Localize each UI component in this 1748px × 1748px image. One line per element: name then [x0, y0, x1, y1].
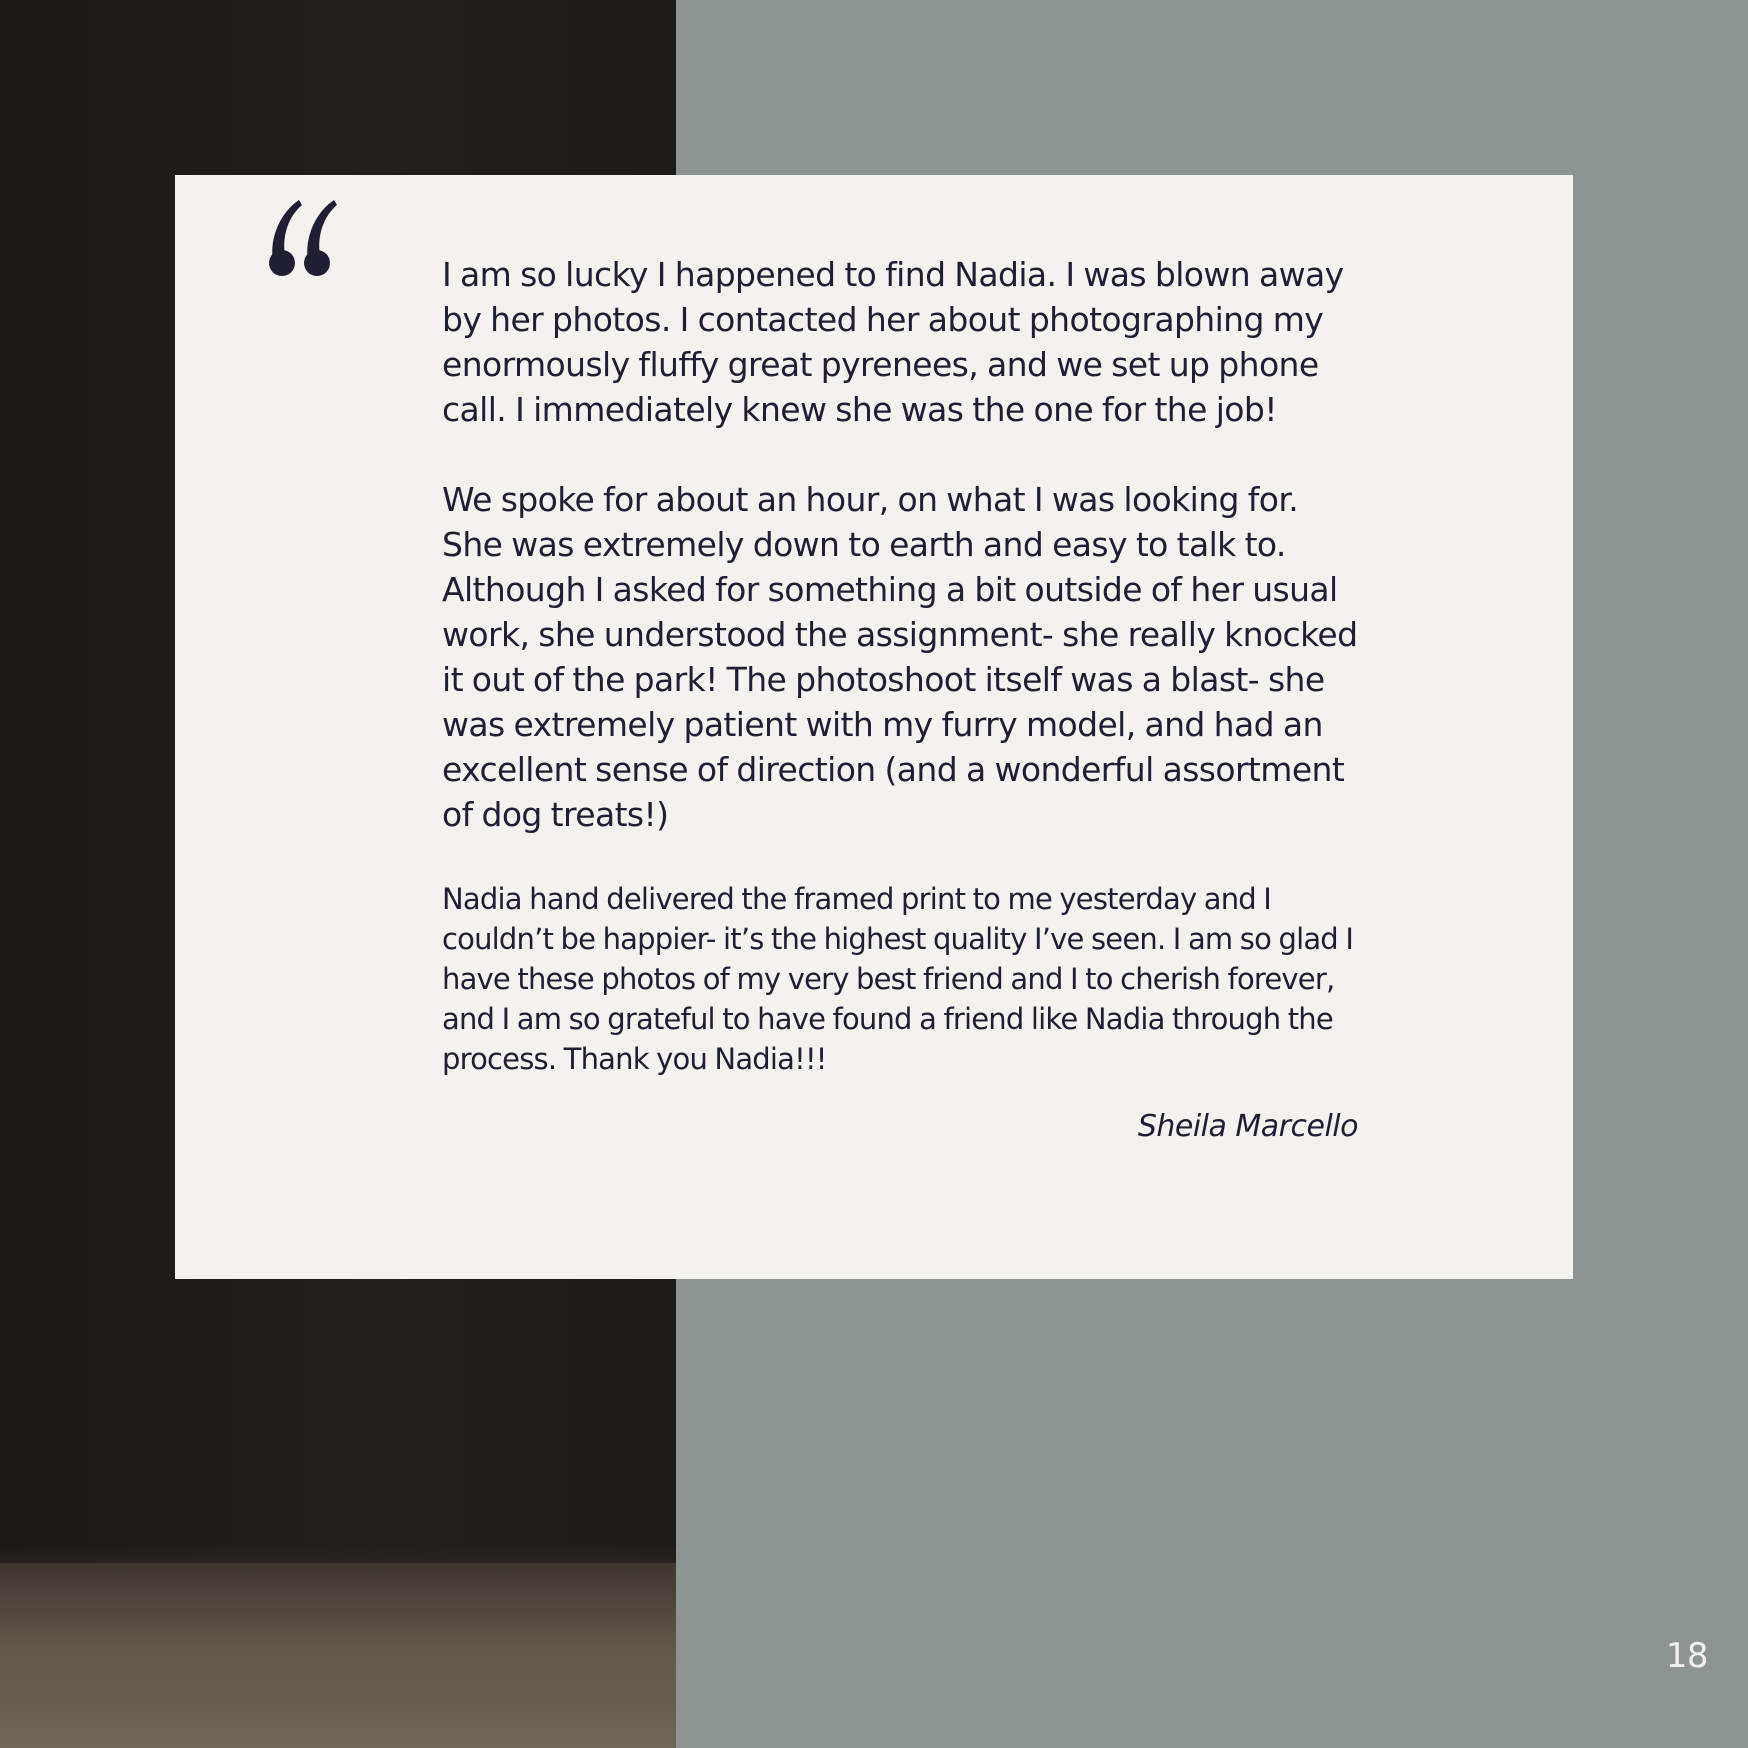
- opening-quotation-mark-icon: [265, 192, 340, 287]
- page-number: 18: [1665, 1636, 1708, 1676]
- testimonial-author: Sheila Marcello: [1137, 1109, 1358, 1144]
- floor-shadow: [0, 1543, 676, 1563]
- floor: [0, 1563, 676, 1748]
- testimonial-text: [442, 252, 1362, 1147]
- testimonial-paragraph-2: We spoke for about an hour, on what I was looking for. She was extremely down to earth and easy to talk to. Although I asked for something a bit outside of her usual work, she understood the assignment- she really knocked it out of the park! The photoshoot itself was a blast- she was extremely patient with my furry model, and had an excellent sense of direction (and a wonderful assortment of dog treats!): [442, 480, 1358, 834]
- testimonial-paragraph-1: I am so lucky I happened to find Nadia. I was blown away by her photos. I contacted her about photographing my enormously fluffy great pyrenees, and we set up phone call. I immediately knew she was the one for the job!: [442, 255, 1344, 429]
- testimonial-paragraph-3: Nadia hand delivered the framed print to me yesterday and I couldn’t be happier- it’s the highest quality I’ve seen. I am so glad I have these photos of my very best friend and I to cherish forever, and I am so grateful to have found a friend like Nadia through the process. Thank you Nadia!!!: [442, 882, 1354, 1076]
